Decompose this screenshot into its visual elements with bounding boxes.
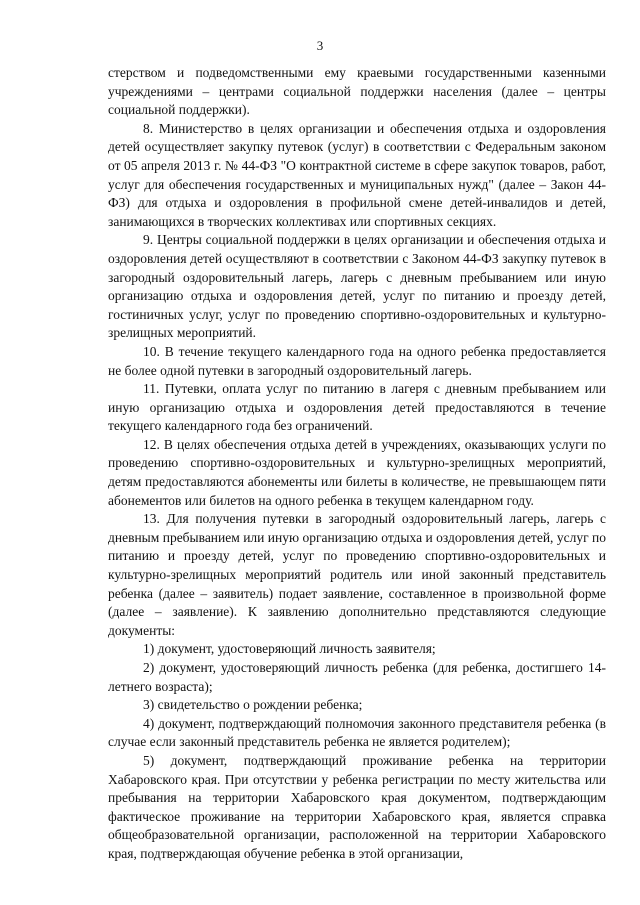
paragraph: 5) документ, подтверждающий проживание ребенка на территории Хабаровского края. При отсутствии у ребенка регистрации по месту жительства или пребывания на территории Хабаровского края документом, подтверждающим фактическое проживание на территории Хабаровского края, является справка общеобразовательной организации, расположенной на территории Хабаровского края, подтверждающая обучение ребенка в этой организации, [108, 752, 606, 861]
paragraph: 8. Министерство в целях организации и обеспечения отдыха и оздоровления детей осуществляет закупку путевок (услуг) в соответствии с Федеральным законом от 05 апреля 2013 г. № 44-ФЗ "О контрактной системе в сфере закупок товаров, работ, услуг для обеспечения государственных и муниципальных нужд" (далее – Закон 44-ФЗ) для отдыха и оздоровления в профильной смене детей-инвалидов и детей, занимающихся в творческих коллективах или спортивных секциях. [108, 120, 606, 229]
document-body [108, 64, 606, 864]
paragraph: 10. В течение текущего календарного года на одного ребенка предоставляется не более одной путевки в загородный оздоровительный лагерь. [108, 343, 606, 378]
paragraph: стерством и подведомственными ему краевыми государственными казенными учреждениями – центрами социальной поддержки населения (далее – центры социальной поддержки). [108, 65, 606, 118]
paragraph: 11. Путевки, оплата услуг по питанию в лагеря с дневным пребыванием или иную организацию отдыха и оздоровления детей предоставляются в течение текущего календарного года без ограничений. [108, 381, 606, 434]
paragraph: 1) документ, удостоверяющий личность заявителя; [143, 641, 436, 657]
paragraph: 3) свидетельство о рождении ребенка; [143, 697, 363, 713]
paragraph: 12. В целях обеспечения отдыха детей в учреждениях, оказывающих услуги по проведению спортивно-оздоровительных и культурно-зрелищных мероприятий, детям предоставляются абонементы или билеты в количестве, не превышающем пяти абонементов или билетов на одного ребенка в текущем календарном году. [108, 436, 606, 508]
paragraph: 2) документ, удостоверяющий личность ребенка (для ребенка, достигшего 14-летнего возраста); [108, 660, 606, 694]
paragraph: 4) документ, подтверждающий полномочия законного представителя ребенка (в случае если законный представитель ребенка не является родителем); [108, 715, 606, 750]
paragraph: 13. Для получения путевки в загородный оздоровительный лагерь, лагерь с дневным пребыванием или иную организацию отдыха и оздоровления детей, услуг по питанию и проезду детей, услуг по проведению спортивно-оздоровительных и культурно-зрелищных мероприятий родитель или иной законный представитель ребенка (далее – заявитель) подает заявление, составленное в произвольной форме (далее – заявление). К заявлению дополнительно представляются следующие документы: [108, 511, 606, 638]
page-number: 3 [316, 38, 324, 53]
paragraph: 9. Центры социальной поддержки в целях организации и обеспечения отдыха и оздоровления детей осуществляют в соответствии с Законом 44-ФЗ закупку путевок в загородный оздоровительный лагерь, лагерь с дневным пребыванием или иную организацию отдыха и оздоровления детей, услуг по питанию и проезду детей, гостиничных услуг, услуг по проведению спортивно-оздоровительных и культурно-зрелищных мероприятий. [108, 232, 606, 341]
